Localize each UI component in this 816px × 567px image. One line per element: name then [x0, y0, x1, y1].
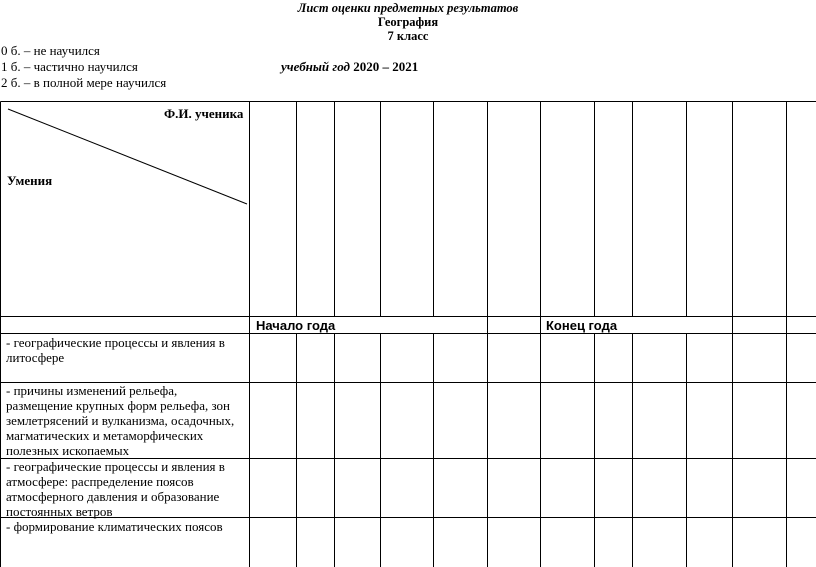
skill-row-2: - причины изменений рельефа, размещение крупных форм рельефа, зон землетрясений и вулканизма, осадочных, магматических и метаморфических полезных ископаемых	[6, 383, 235, 458]
corner-diagonal	[8, 109, 247, 204]
corner-header-student: Ф.И. ученика	[164, 106, 244, 121]
title-line-1: Лист оценки предметных результатов	[297, 1, 519, 15]
skill-row-4: - формирование климатических поясов	[6, 519, 223, 534]
school-year-label: учебный год	[281, 59, 350, 74]
corner-header-skills: Умения	[7, 173, 53, 188]
title-line-2: География	[377, 15, 439, 29]
legend-item-0: 0 б. – не научился	[1, 43, 100, 58]
skill-row-3: - географические процессы и явления в атмосфере: распределение поясов атмосферного давления и образование постоянных ветров	[6, 459, 225, 519]
legend-item-1: 1 б. – частично научился	[1, 59, 138, 74]
legend-item-2: 2 б. – в полной мере научился	[1, 75, 167, 90]
title-line-3: 7 класс	[387, 29, 429, 43]
period-end-header: Конец года	[546, 318, 618, 333]
school-year-value: 2020 – 2021	[353, 59, 419, 74]
period-start-header: Начало года	[256, 318, 336, 333]
skill-row-1: - географические процессы и явления в литосфере	[6, 335, 225, 365]
